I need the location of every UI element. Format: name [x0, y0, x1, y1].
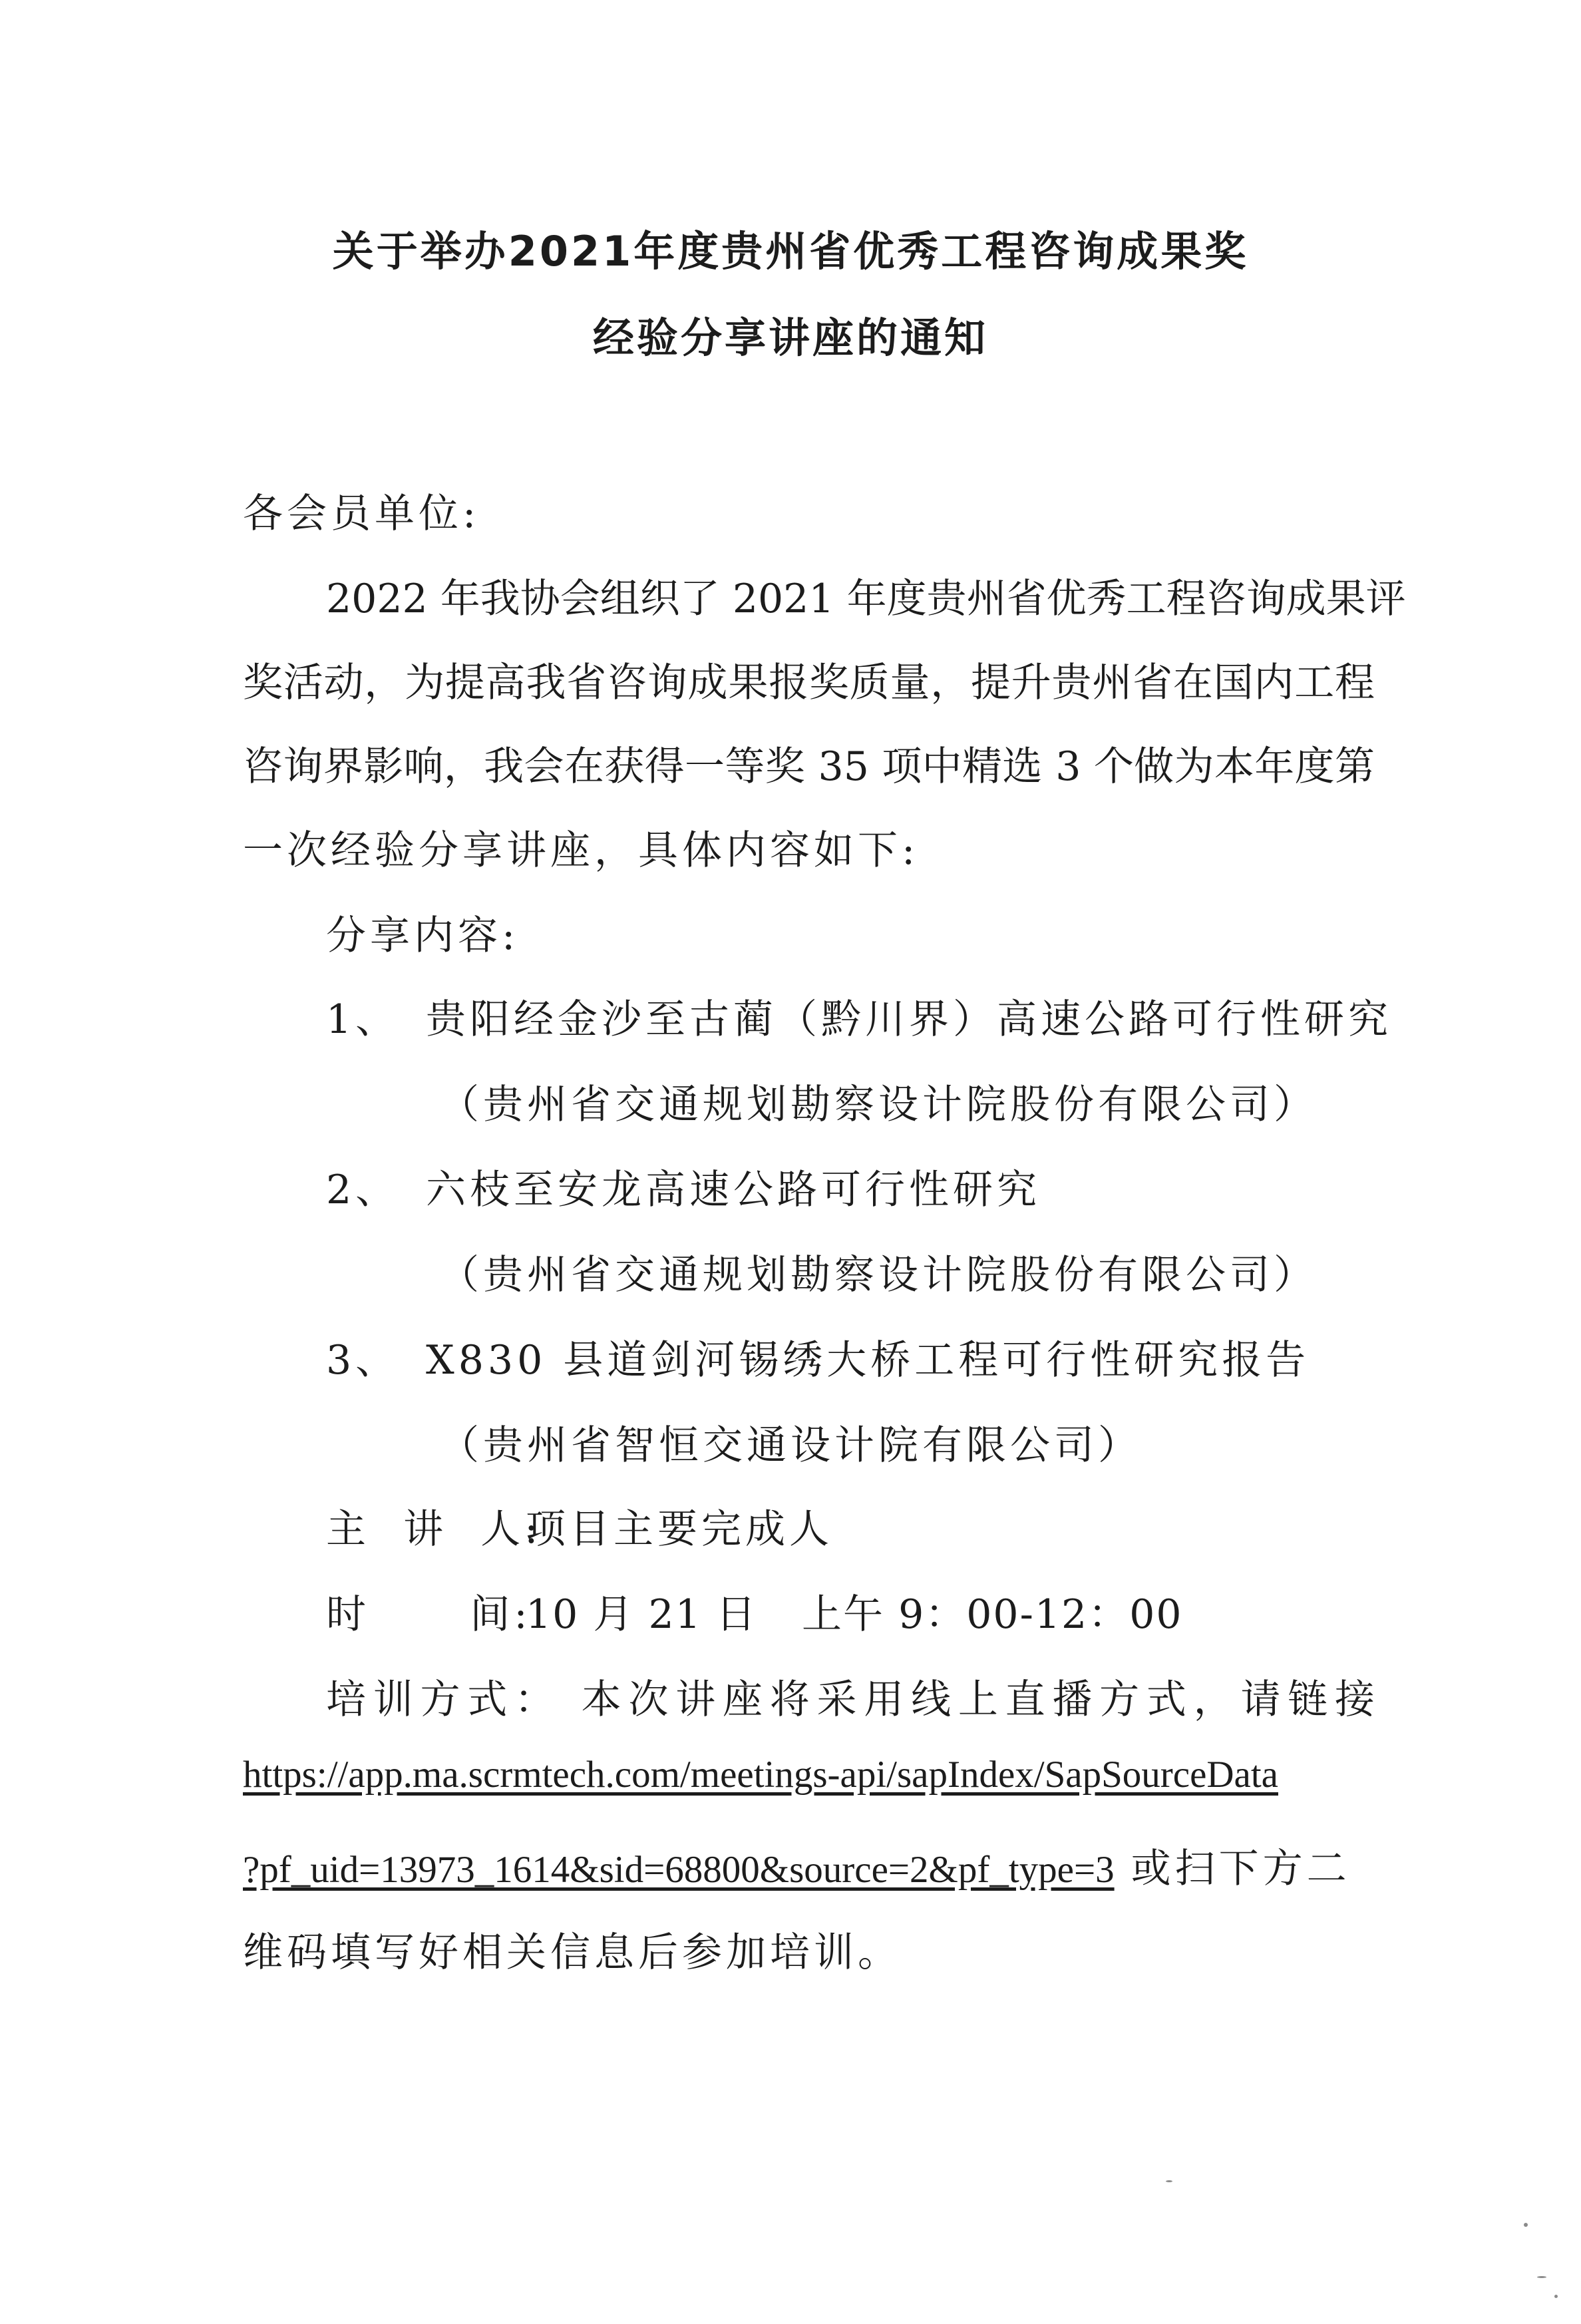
salutation: 各会员单位: — [243, 490, 480, 537]
item-2-title: 六枝至安龙高速公路可行性研究 — [426, 1167, 1041, 1213]
meeting-link-line1[interactable]: https://app.ma.scrmtech.com/meetings-api/sapIndex/SapSourceData — [243, 1754, 1278, 1796]
item-1-org: （贵州省交通规划勘察设计院股份有限公司） — [439, 1081, 1318, 1128]
meeting-link-line2[interactable]: ?pf_uid=13973_1614&sid=68800&source=2&pf_type=3 — [243, 1849, 1115, 1891]
paragraph-line-2: 奖活动，为提高我省咨询成果报奖质量，提升贵州省在国内工程 — [243, 660, 1375, 706]
scan-speck — [1166, 2180, 1172, 2182]
notice-title-line2: 经验分享讲座的通知 — [592, 313, 988, 362]
item-1-number: 1、 — [326, 996, 400, 1043]
speaker-value: 项目主要完成人 — [526, 1506, 833, 1553]
item-2-number: 2、 — [326, 1167, 400, 1213]
item-3-number: 3、 — [326, 1337, 400, 1384]
link-continuation-line — [243, 1837, 1351, 1894]
scan-speck — [1554, 2295, 1558, 2298]
time-date: 10 月 21 日 — [526, 1591, 757, 1638]
notice-title-line1: 关于举办2021年度贵州省优秀工程咨询成果奖 — [332, 227, 1249, 276]
item-2-org: （贵州省交通规划勘察设计院股份有限公司） — [439, 1252, 1318, 1298]
item-3-title: X830 县道剑河锡绣大桥工程可行性研究报告 — [426, 1337, 1310, 1384]
share-content-label: 分享内容: — [326, 912, 520, 959]
speaker-label: 主 讲 人: — [326, 1506, 542, 1553]
closing-line: 维码填写好相关信息后参加培训。 — [243, 1929, 902, 1976]
scan-speck — [1537, 2276, 1546, 2278]
item-3-org: （贵州省智恒交通设计院有限公司） — [439, 1422, 1142, 1469]
time-range: 上午 9：00-12：00 — [802, 1591, 1183, 1638]
paragraph-line-4: 一次经验分享讲座，具体内容如下: — [243, 827, 920, 874]
time-label: 时 间: — [326, 1591, 532, 1638]
paragraph-line-3: 咨询界影响，我会在获得一等奖 35 项中精选 3 个做为本年度第 — [243, 743, 1375, 790]
scan-qr-text: 或扫下方二 — [1114, 1845, 1351, 1892]
training-method-line: 培训方式： 本次讲座将采用线上直播方式，请链接 — [326, 1676, 1375, 1723]
item-1-title: 贵阳经金沙至古蔺（黔川界）高速公路可行性研究 — [426, 996, 1392, 1043]
paragraph-line-1: 2022 年我协会组织了 2021 年度贵州省优秀工程咨询成果评 — [326, 576, 1406, 622]
scan-speck — [1524, 2223, 1528, 2227]
